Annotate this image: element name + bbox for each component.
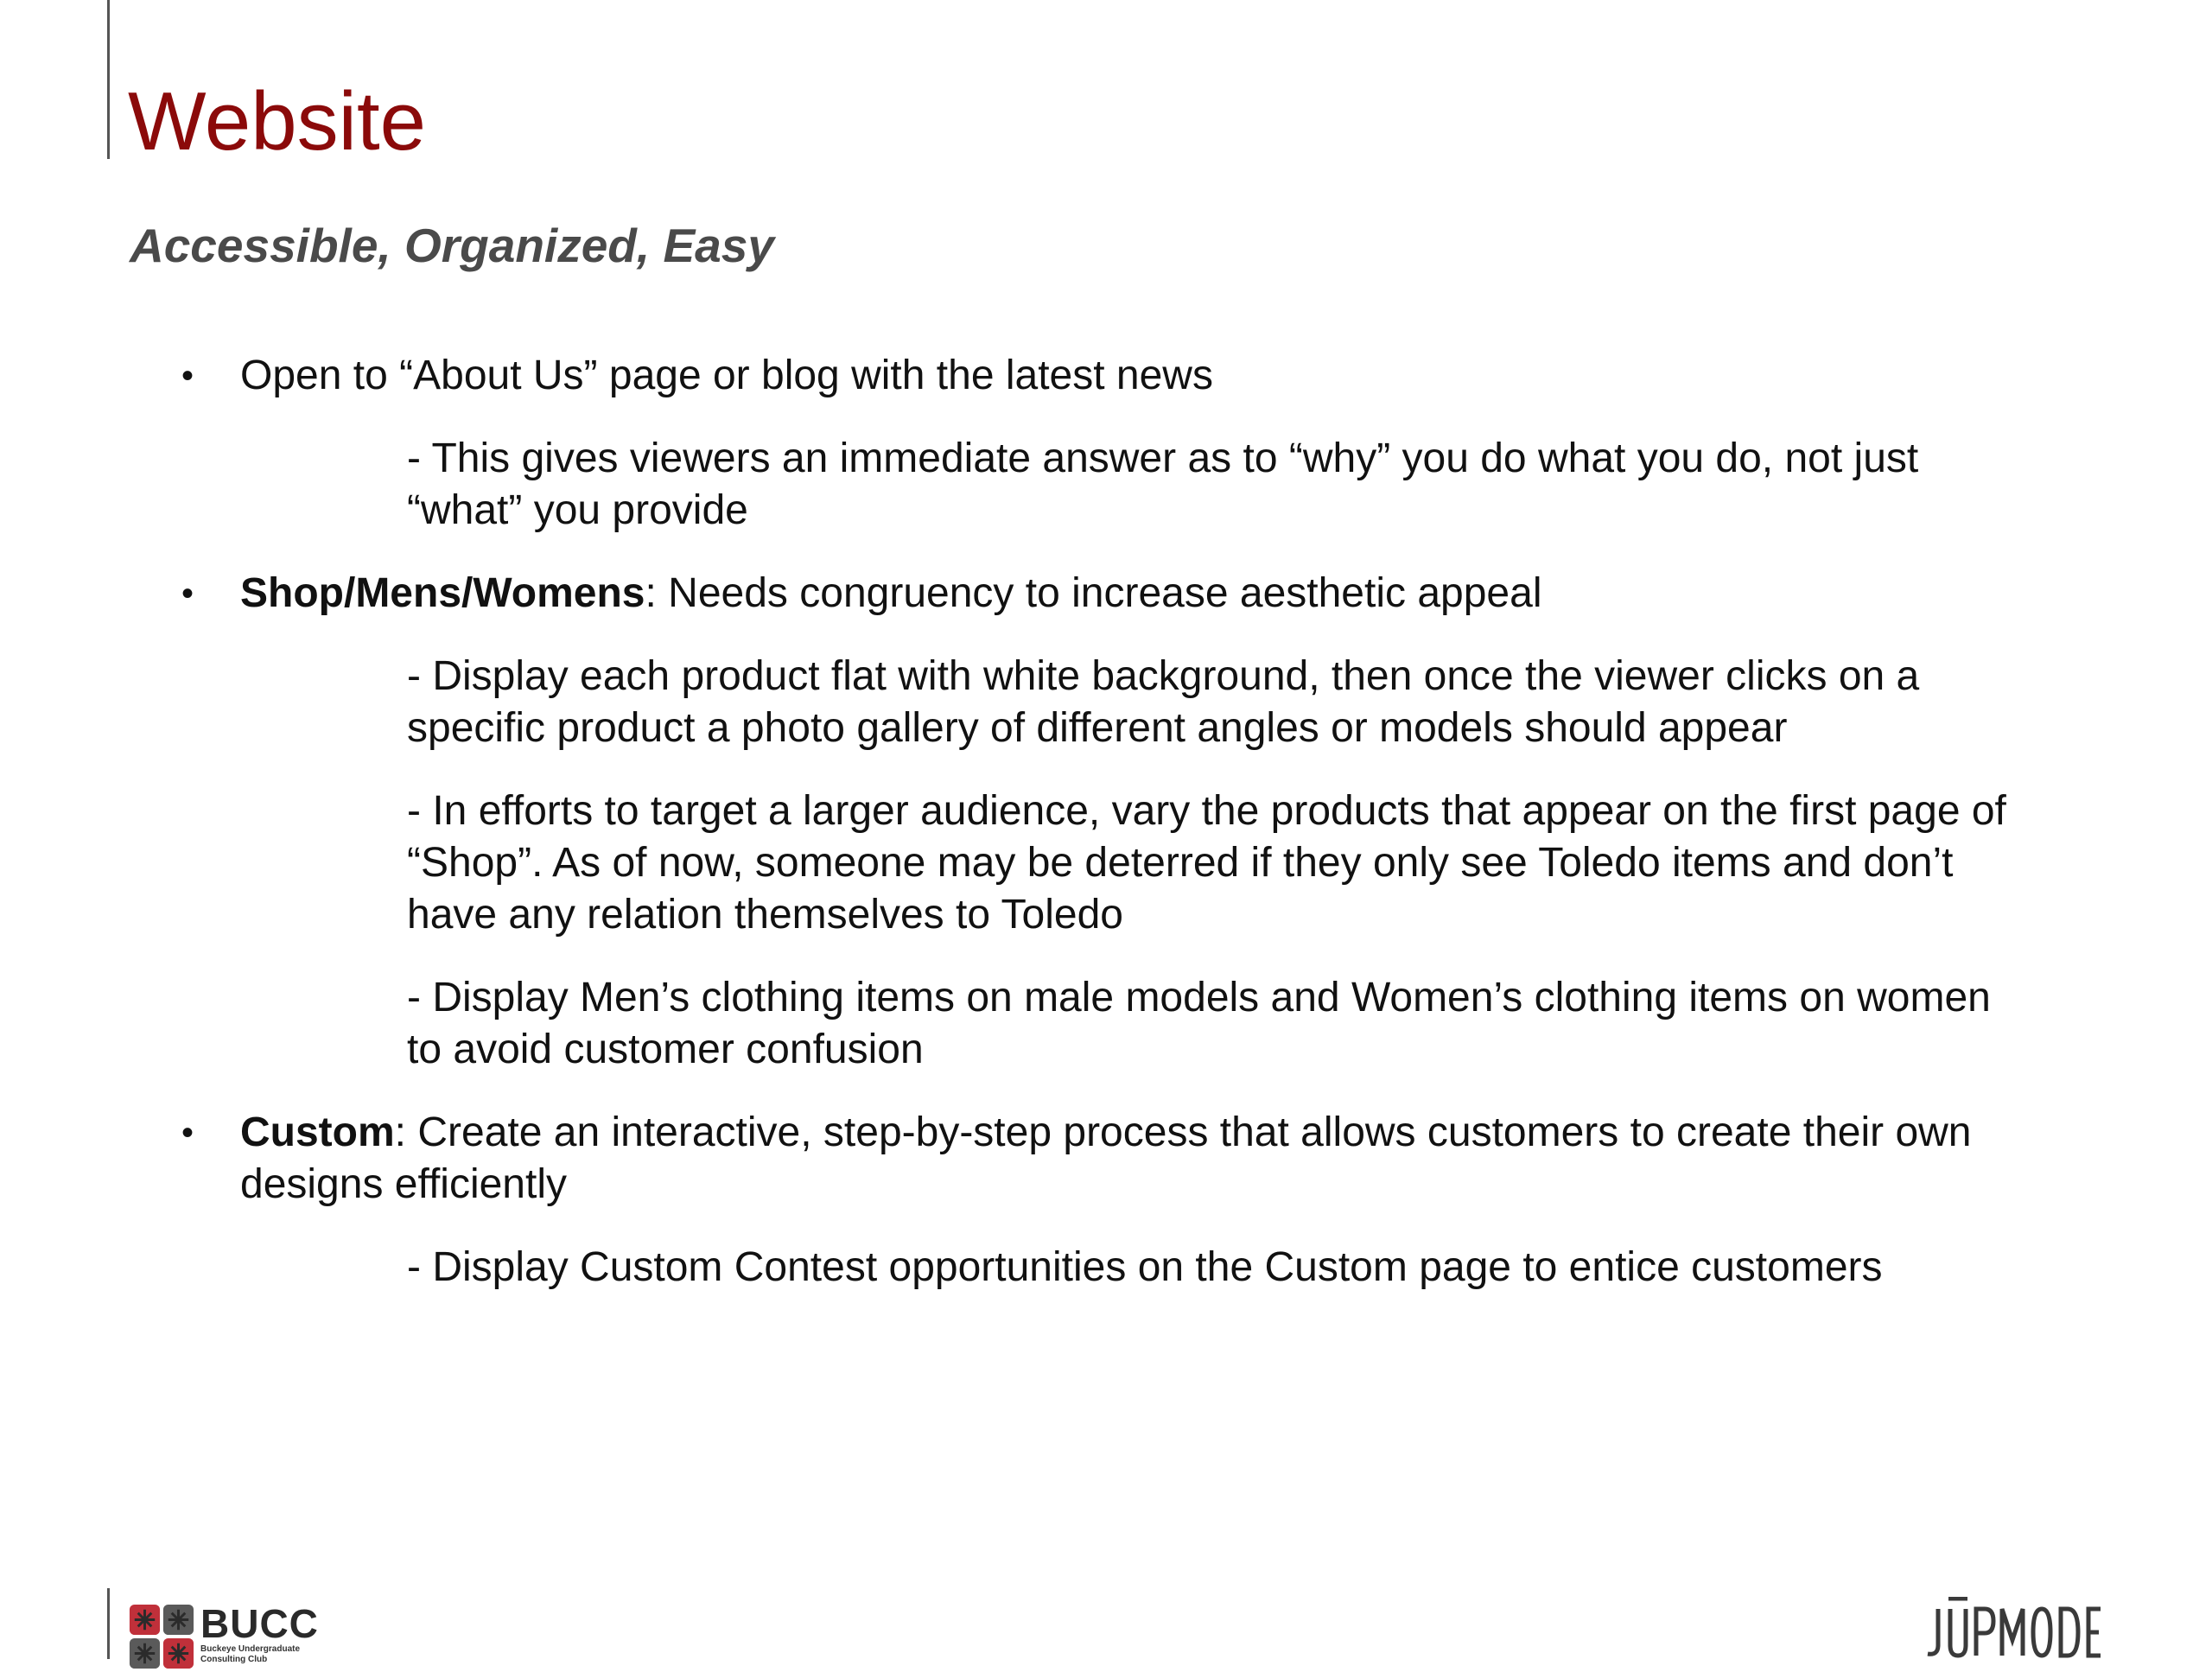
sub-point: - This gives viewers an immediate answer as to “why” you do what you do, not just “what” you provide [407, 435, 1919, 533]
bullet-item [0, 568, 2074, 620]
bucc-name: BUCC [200, 1601, 319, 1646]
bucc-buckeye-leaf-icon [128, 1603, 195, 1670]
bucc-logo [128, 1603, 319, 1672]
bullet-dot: • [181, 357, 194, 395]
bullet-heading: Shop/Mens/Womens [240, 570, 645, 616]
title-rule [107, 0, 110, 159]
bullet-text: : Needs congruency to increase aesthetic appeal [645, 570, 1542, 616]
bullet-dot: • [181, 575, 194, 613]
sub-point: - Display Custom Contest opportunities on the Custom page to entice customers [407, 1244, 1883, 1290]
bullet-dot: • [181, 1114, 194, 1152]
bucc-subtitle-line2: Consulting Club [200, 1655, 268, 1664]
slide-subtitle: Accessible, Organized, Easy [130, 219, 774, 272]
bullet-text: Open to “About Us” page or blog with the latest news [240, 353, 1213, 398]
bullet-text: : Create an interactive, step-by-step process that allows customers to create their own designs efficiently [240, 1109, 1972, 1207]
sub-point: - Display Men’s clothing items on male models and Women’s clothing items on women to avoid customer confusion [407, 975, 1991, 1072]
jupmode-logo [1923, 1597, 2104, 1659]
sub-point: - In efforts to target a larger audience, vary the products that appear on the first page of “Shop”. As of now, someone may be deterred if they only see Toledo items and don’t have any relation themselves to Toledo [407, 788, 2006, 938]
footer-rule [107, 1588, 110, 1659]
bucc-subtitle-line1: Buckeye Undergraduate [200, 1644, 301, 1654]
sub-point: - Display each product flat with white background, then once the viewer clicks on a specific product a photo gallery of different angles or models should appear [407, 653, 1920, 751]
bullet-heading: Custom [240, 1109, 395, 1155]
slide-content [0, 350, 2074, 1325]
slide-title: Website [128, 75, 427, 168]
bullet-item [0, 350, 2074, 402]
bullet-item [0, 1107, 2074, 1211]
